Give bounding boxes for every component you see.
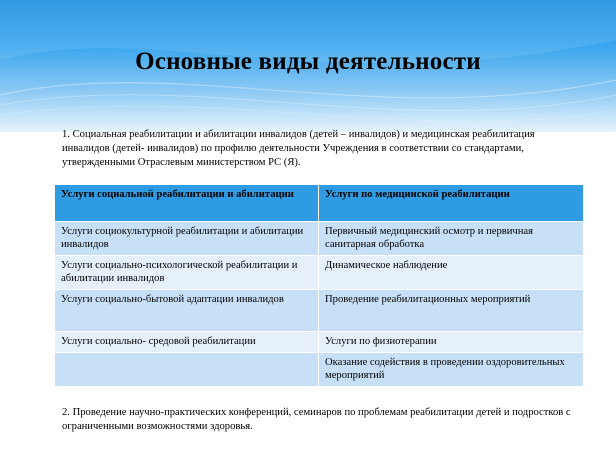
intro-paragraph: 1. Социальная реабилитации и абилитации инвалидов (детей – инвалидов) и медицинская реабилитация инвалидов (детей- инвалидов) по профилю деятельности Учреждения в соответствии со стандартами, утвержденными Отраслевым министерством РС (Я). bbox=[62, 129, 535, 168]
table-cell: Услуги социально- средовой реабилитации bbox=[55, 332, 319, 353]
table-cell: Динамическое наблюдение bbox=[319, 256, 584, 290]
header-medical-rehab: Услуги по медицинской реабилитации bbox=[319, 185, 584, 222]
table-header-row bbox=[55, 185, 584, 222]
table-cell: Услуги социально-бытовой адаптации инвалидов bbox=[55, 290, 319, 332]
table-cell: Услуги социокультурной реабилитации и абилитации инвалидов bbox=[55, 222, 319, 256]
table-row bbox=[55, 290, 584, 332]
slide-title: Основные виды деятельности bbox=[135, 48, 481, 75]
table-cell: Первичный медицинский осмотр и первичная санитарная обработка bbox=[319, 222, 584, 256]
table-cell: Услуги социально-психологической реабилитации и абилитации инвалидов bbox=[55, 256, 319, 290]
services-table bbox=[54, 184, 584, 387]
table-row bbox=[55, 332, 584, 353]
table-row bbox=[55, 222, 584, 256]
footer-paragraph: 2. Проведение научно-практических конференций, семинаров по проблемам реабилитации детей и подростков с ограниченными возможностями здоровья. bbox=[62, 407, 571, 432]
table-cell bbox=[55, 353, 319, 387]
table-row bbox=[55, 256, 584, 290]
header-social-rehab: Услуги социальной реабилитации и абилитации bbox=[55, 185, 319, 222]
table-row bbox=[55, 353, 584, 387]
table-cell: Оказание содействия в проведении оздоровительных мероприятий bbox=[319, 353, 584, 387]
table-cell: Услуги по физиотерапии bbox=[319, 332, 584, 353]
table-cell: Проведение реабилитационных мероприятий bbox=[319, 290, 584, 332]
